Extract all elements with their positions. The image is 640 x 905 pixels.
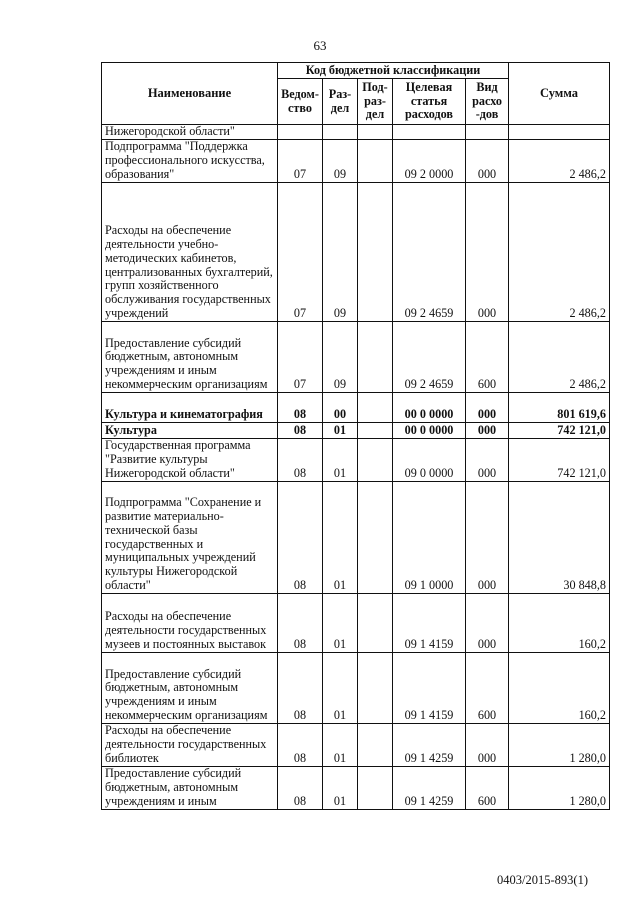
budget-table bbox=[101, 62, 610, 810]
cell-vedomstvo: 08 bbox=[278, 723, 323, 766]
cell-name: Культура bbox=[102, 422, 278, 438]
header-vid: Вид расхо -дов bbox=[466, 79, 509, 125]
header-podrazdel: Под-раз-дел bbox=[358, 79, 393, 125]
cell-tselevaya bbox=[393, 125, 466, 140]
table-row bbox=[102, 422, 610, 438]
cell-name: Государственная программа "Развитие культуры Нижегородской области" bbox=[102, 438, 278, 481]
header-tselevaya: Целевая статья расходов bbox=[393, 79, 466, 125]
cell-razdel: 00 bbox=[323, 392, 358, 422]
cell-razdel: 01 bbox=[323, 766, 358, 809]
header-name: Наименование bbox=[102, 63, 278, 125]
cell-tselevaya: 00 0 0000 bbox=[393, 392, 466, 422]
cell-tselevaya: 09 1 4259 bbox=[393, 766, 466, 809]
cell-name: Культура и кинематография bbox=[102, 392, 278, 422]
cell-vid: 600 bbox=[466, 766, 509, 809]
cell-podrazdel bbox=[358, 182, 393, 321]
cell-vedomstvo bbox=[278, 125, 323, 140]
cell-name: Расходы на обеспечение деятельности государственных библиотек bbox=[102, 723, 278, 766]
cell-summa: 2 486,2 bbox=[509, 139, 610, 182]
cell-podrazdel bbox=[358, 593, 393, 652]
table-row bbox=[102, 182, 610, 321]
cell-vedomstvo: 07 bbox=[278, 139, 323, 182]
cell-tselevaya: 09 1 4159 bbox=[393, 652, 466, 723]
cell-vid: 000 bbox=[466, 593, 509, 652]
page-number: 63 bbox=[313, 38, 327, 53]
cell-razdel: 09 bbox=[323, 182, 358, 321]
cell-summa: 160,2 bbox=[509, 652, 610, 723]
cell-tselevaya: 09 2 4659 bbox=[393, 321, 466, 392]
cell-summa: 30 848,8 bbox=[509, 481, 610, 593]
cell-summa: 801 619,6 bbox=[509, 392, 610, 422]
cell-summa: 742 121,0 bbox=[509, 438, 610, 481]
cell-name: Расходы на обеспечение деятельности государственных музеев и постоянных выставок bbox=[102, 593, 278, 652]
cell-tselevaya: 09 2 0000 bbox=[393, 139, 466, 182]
cell-vedomstvo: 07 bbox=[278, 182, 323, 321]
cell-name: Предоставление субсидий бюджетным, автономным учреждениям и иным некоммерческим организациям bbox=[102, 321, 278, 392]
table-row bbox=[102, 438, 610, 481]
cell-tselevaya: 09 2 4659 bbox=[393, 182, 466, 321]
cell-podrazdel bbox=[358, 321, 393, 392]
header-sum: Сумма bbox=[509, 63, 610, 125]
cell-vedomstvo: 07 bbox=[278, 321, 323, 392]
cell-name: Подпрограмма "Сохранение и развитие материально-технической базы государственных и муниципальных учреждений культуры Нижегородской области" bbox=[102, 481, 278, 593]
cell-summa: 160,2 bbox=[509, 593, 610, 652]
document-code: 0403/2015-893(1) bbox=[497, 873, 588, 887]
cell-vid: 600 bbox=[466, 321, 509, 392]
cell-vedomstvo: 08 bbox=[278, 392, 323, 422]
cell-razdel: 01 bbox=[323, 438, 358, 481]
cell-name: Подпрограмма "Поддержка профессионального искусства, образования" bbox=[102, 139, 278, 182]
cell-tselevaya: 00 0 0000 bbox=[393, 422, 466, 438]
cell-vid: 000 bbox=[466, 392, 509, 422]
cell-vedomstvo: 08 bbox=[278, 593, 323, 652]
cell-tselevaya: 09 0 0000 bbox=[393, 438, 466, 481]
cell-podrazdel bbox=[358, 723, 393, 766]
table-row bbox=[102, 481, 610, 593]
cell-podrazdel bbox=[358, 139, 393, 182]
table-row bbox=[102, 766, 610, 809]
cell-summa: 1 280,0 bbox=[509, 766, 610, 809]
cell-razdel bbox=[323, 125, 358, 140]
cell-vedomstvo: 08 bbox=[278, 652, 323, 723]
cell-razdel: 01 bbox=[323, 652, 358, 723]
cell-tselevaya: 09 1 4159 bbox=[393, 593, 466, 652]
cell-vid: 000 bbox=[466, 182, 509, 321]
table-row bbox=[102, 593, 610, 652]
table-row bbox=[102, 125, 610, 140]
table-row bbox=[102, 139, 610, 182]
cell-razdel: 01 bbox=[323, 593, 358, 652]
cell-podrazdel bbox=[358, 766, 393, 809]
cell-razdel: 01 bbox=[323, 481, 358, 593]
cell-tselevaya: 09 1 0000 bbox=[393, 481, 466, 593]
cell-vedomstvo: 08 bbox=[278, 438, 323, 481]
cell-razdel: 09 bbox=[323, 139, 358, 182]
cell-name: Предоставление субсидий бюджетным, автономным учреждениям и иным некоммерческим организациям bbox=[102, 652, 278, 723]
cell-razdel: 01 bbox=[323, 422, 358, 438]
cell-podrazdel bbox=[358, 438, 393, 481]
cell-name: Расходы на обеспечение деятельности учебно-методических кабинетов, централизованных бухгалтерий, групп хозяйственного обслуживания государственных учреждений bbox=[102, 182, 278, 321]
cell-razdel: 09 bbox=[323, 321, 358, 392]
cell-name: Предоставление субсидий бюджетным, автономным учреждениям и иным bbox=[102, 766, 278, 809]
cell-summa bbox=[509, 125, 610, 140]
cell-vedomstvo: 08 bbox=[278, 766, 323, 809]
cell-podrazdel bbox=[358, 392, 393, 422]
cell-summa: 742 121,0 bbox=[509, 422, 610, 438]
cell-vid: 000 bbox=[466, 481, 509, 593]
cell-vid: 000 bbox=[466, 723, 509, 766]
cell-name: Нижегородской области" bbox=[102, 125, 278, 140]
table-row bbox=[102, 392, 610, 422]
cell-vid bbox=[466, 125, 509, 140]
cell-vid: 000 bbox=[466, 422, 509, 438]
table-row bbox=[102, 321, 610, 392]
header-razdel: Раз-дел bbox=[323, 79, 358, 125]
cell-podrazdel bbox=[358, 422, 393, 438]
cell-vedomstvo: 08 bbox=[278, 422, 323, 438]
header-code-group: Код бюджетной классификации bbox=[278, 63, 509, 79]
cell-vedomstvo: 08 bbox=[278, 481, 323, 593]
cell-vid: 600 bbox=[466, 652, 509, 723]
cell-summa: 2 486,2 bbox=[509, 182, 610, 321]
header-vedomstvo: Ведом-ство bbox=[278, 79, 323, 125]
cell-razdel: 01 bbox=[323, 723, 358, 766]
cell-podrazdel bbox=[358, 125, 393, 140]
cell-podrazdel bbox=[358, 481, 393, 593]
table-row bbox=[102, 723, 610, 766]
cell-tselevaya: 09 1 4259 bbox=[393, 723, 466, 766]
cell-summa: 2 486,2 bbox=[509, 321, 610, 392]
cell-podrazdel bbox=[358, 652, 393, 723]
cell-summa: 1 280,0 bbox=[509, 723, 610, 766]
cell-vid: 000 bbox=[466, 139, 509, 182]
table-row bbox=[102, 652, 610, 723]
cell-vid: 000 bbox=[466, 438, 509, 481]
